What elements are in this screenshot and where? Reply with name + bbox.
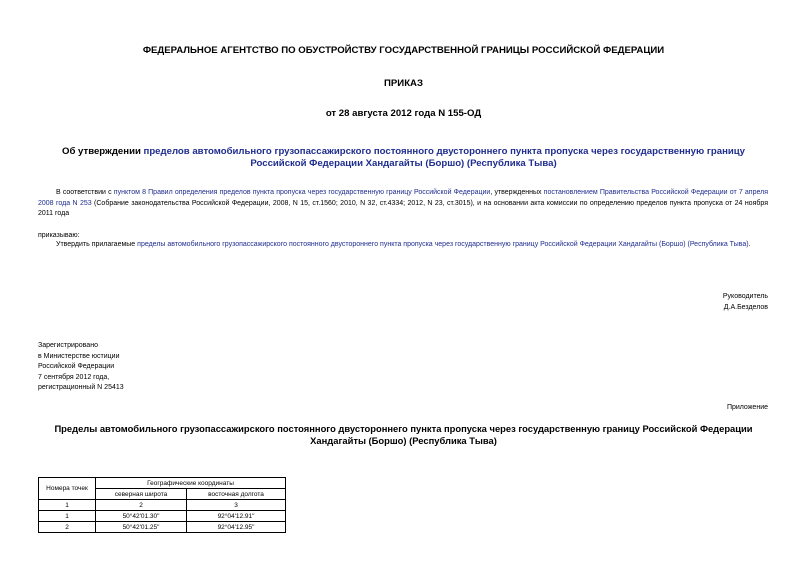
table-row <box>39 522 286 533</box>
table-cell: 50°42'01.30" <box>96 511 187 522</box>
header-latitude: северная широта <box>96 489 187 500</box>
signature-position: Руководитель <box>722 293 768 300</box>
rules-point-8-link[interactable]: пунктом 8 Правил определения пределов пункта пропуска через государственную границу Российской Федерации <box>113 189 491 196</box>
header-geo: Географические координаты <box>96 478 286 489</box>
registration-line: 7 сентября 2012 года, <box>38 373 110 381</box>
table-number-row <box>39 500 286 511</box>
order-word: приказываю: <box>38 232 80 239</box>
coordinates-table <box>38 477 286 533</box>
signature-name: Д.А.Безделов <box>723 303 768 311</box>
basis-text-1: В соответствии с <box>56 189 114 196</box>
paragraph-approve <box>38 240 768 251</box>
table-cell: 92°04'12.91" <box>187 511 286 522</box>
agency-heading: ФЕДЕРАЛЬНОЕ АГЕНТСТВО ПО ОБУСТРОЙСТВУ ГОСУДАРСТВЕННОЙ ГРАНИЦЫ РОССИЙСКОЙ ФЕДЕРАЦИИ <box>142 45 665 56</box>
table-cell: 92°04'12.95" <box>187 522 286 533</box>
table-cell: 3 <box>187 500 286 511</box>
table-cell: 2 <box>96 500 187 511</box>
table-cell: 1 <box>39 500 96 511</box>
document-subject <box>40 146 767 170</box>
basis-text-3: (Собрание законодательства Российской Федерации, 2008, N 15, ст.1560; 2010, N 32, ст.4334; 2012, N 23, ст.3015), и на основании акта комиссии по определению пределов пункта пропуска от 24 ноября 2011 года <box>38 199 768 217</box>
registration-line: Зарегистрировано <box>38 342 98 349</box>
table-row <box>39 511 286 522</box>
approve-text-2: . <box>748 241 751 248</box>
document-type: ПРИКАЗ <box>384 78 423 89</box>
registration-block <box>38 341 124 394</box>
registration-line: Российской Федерации <box>38 363 115 370</box>
header-longitude: восточная долгота <box>187 489 286 500</box>
table-cell: 50°42'01.25" <box>96 522 187 533</box>
appendix-title: Пределы автомобильного грузопассажирского постоянного двустороннего пункта пропуска через государственную границу Российской Федерации Хандагайты (Боршо) (Республика Тыва) <box>54 423 753 446</box>
table-cell: 2 <box>39 522 96 533</box>
limits-link[interactable]: пределы автомобильного грузопассажирского постоянного двустороннего пункта пропуска через государственную границу Российской Федерации Хандагайты (Боршо) (Республика Тыва) <box>137 241 749 248</box>
approve-text-1: Утвердить прилагаемые <box>56 241 138 248</box>
registration-line: регистрационный N 25413 <box>38 384 124 391</box>
subject-prefix: Об утверждении <box>62 146 144 157</box>
appendix-label: Приложение <box>726 404 768 411</box>
header-points: Номера точек <box>39 478 96 500</box>
subject-link[interactable]: пределов автомобильного грузопассажирского постоянного двустороннего пункта пропуска через государственную границу Российской Федерации Хандагайты (Боршо) (Республика Тыва) <box>143 146 745 169</box>
registration-line: в Министерстве юстиции <box>38 352 120 360</box>
paragraph-basis <box>38 188 768 220</box>
government-decree-link[interactable]: постановлением Правительства Российской Федерации от 7 апреля 2008 года N 253 <box>38 189 769 207</box>
document-date-number: от 28 августа 2012 года N 155-ОД <box>325 108 482 119</box>
table-cell: 1 <box>39 511 96 522</box>
basis-text-2: , утвержденных <box>490 189 544 196</box>
signature-block <box>723 292 768 313</box>
table-header-row <box>39 478 286 489</box>
